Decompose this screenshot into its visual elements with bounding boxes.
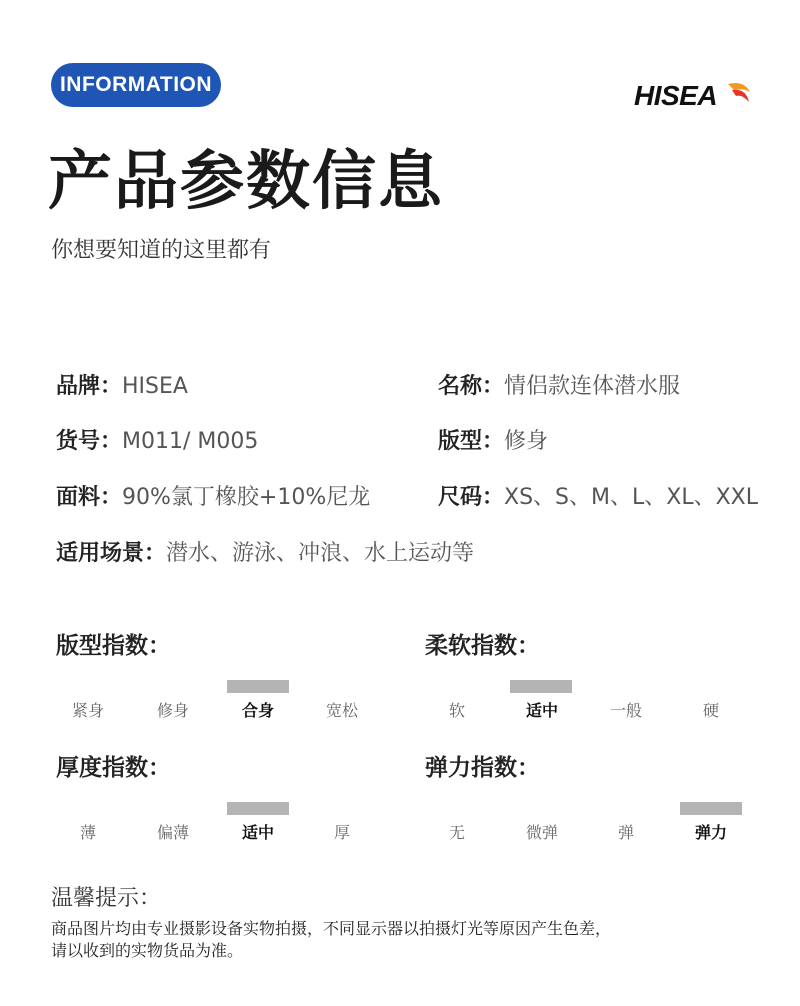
thickness-option: 厚	[333, 823, 350, 842]
softness-index-marker	[510, 680, 572, 693]
fit-index-title: 版型指数：	[56, 633, 171, 659]
spec-value: XS、S、M、L、XL、XXL	[504, 485, 758, 510]
spec-usage	[56, 539, 474, 569]
hisea-logo	[632, 76, 754, 110]
spec-key: 货号：	[56, 429, 123, 454]
fit-option-selected: 合身	[241, 701, 274, 720]
spec-value: 潜水、游泳、冲浪、水上运动等	[166, 541, 475, 566]
elasticity-option: 微弹	[525, 823, 558, 842]
softness-option: 软	[448, 701, 465, 720]
tips-line-2: 请以收到的实物货品为准。	[51, 941, 244, 960]
spec-value: M011/ M005	[122, 429, 259, 454]
hisea-logo-icon	[632, 76, 754, 110]
elasticity-option: 无	[448, 823, 465, 842]
spec-key: 版型：	[438, 429, 505, 454]
tips-line-1: 商品图片均由专业摄影设备实物拍摄，不同显示器以拍摄灯光等原因产生色差，	[51, 919, 612, 938]
thickness-option: 薄	[79, 823, 96, 842]
fit-option: 紧身	[71, 701, 104, 720]
fit-option: 修身	[156, 701, 189, 720]
elasticity-option: 弹	[617, 823, 634, 842]
fit-index-marker	[227, 680, 289, 693]
spec-fabric	[56, 483, 370, 513]
spec-key: 面料：	[56, 485, 123, 510]
elasticity-index-title: 弹力指数：	[425, 755, 540, 781]
spec-item-number	[56, 427, 258, 457]
spec-fit	[438, 427, 548, 457]
thickness-option: 偏薄	[156, 823, 189, 842]
softness-option: 一般	[609, 701, 642, 720]
tips-title: 温馨提示：	[51, 886, 162, 911]
thickness-index-title: 厚度指数：	[56, 755, 171, 781]
information-badge	[51, 63, 221, 107]
spec-key: 适用场景：	[56, 541, 167, 566]
elasticity-option-selected: 弹力	[694, 823, 727, 842]
spec-value: 情侣款连体潜水服	[504, 374, 681, 399]
badge-label: INFORMATION	[59, 73, 213, 96]
softness-option: 硬	[702, 701, 719, 720]
thickness-option-selected: 适中	[241, 823, 274, 842]
spec-value: 90%氯丁橡胶+10%尼龙	[122, 485, 371, 510]
elasticity-index-marker	[680, 802, 742, 815]
page-title: 产品参数信息	[48, 145, 444, 219]
page-subtitle: 你想要知道的这里都有	[51, 238, 272, 263]
fit-option: 宽松	[325, 701, 358, 720]
spec-key: 品牌：	[56, 374, 123, 399]
thickness-index-marker	[227, 802, 289, 815]
spec-brand	[56, 372, 188, 402]
spec-value: 修身	[504, 429, 549, 454]
spec-key: 尺码：	[438, 485, 505, 510]
svg-text:HISEA: HISEA	[634, 80, 718, 110]
spec-size	[438, 483, 758, 513]
spec-key: 名称：	[438, 374, 505, 399]
spec-name	[438, 372, 680, 402]
spec-value: HISEA	[122, 374, 188, 399]
softness-option-selected: 适中	[525, 701, 558, 720]
softness-index-title: 柔软指数：	[425, 633, 540, 659]
